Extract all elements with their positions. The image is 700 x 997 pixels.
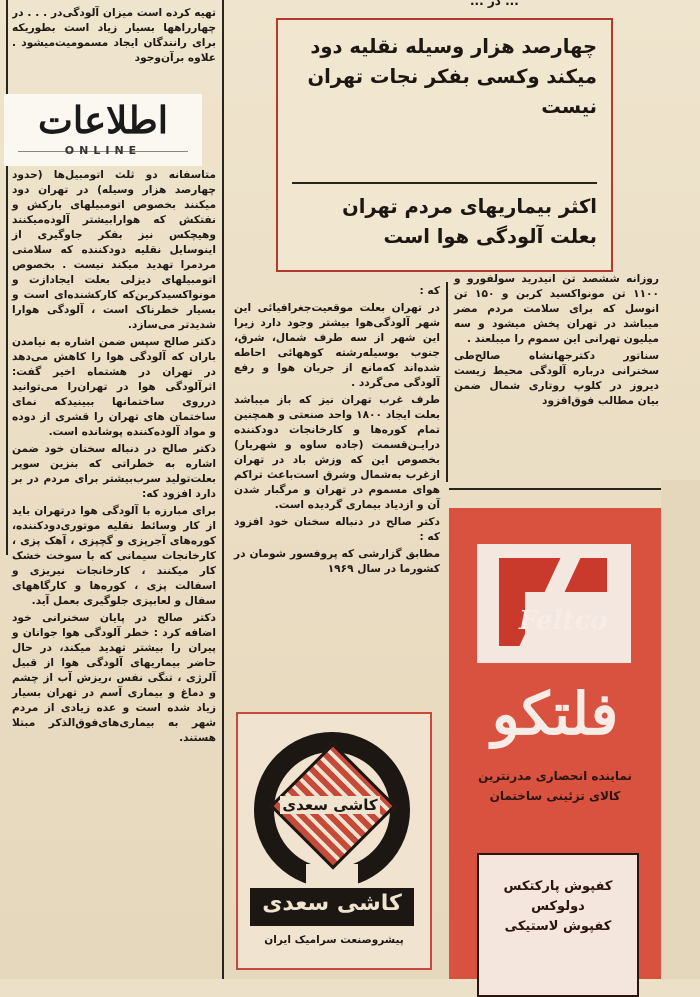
paragraph: که : <box>419 285 440 297</box>
ettelaat-online-logo <box>4 94 202 166</box>
column-rule-horizontal <box>449 488 661 490</box>
feltco-tagline-line: نماینده انحصاری مدرنترین <box>478 769 632 783</box>
article-column-middle <box>234 284 440 579</box>
feltco-logo-latin: Feltco <box>519 606 608 636</box>
feltco-name: فلتکو <box>491 680 619 748</box>
saadi-tile-ad <box>236 712 432 970</box>
saadi-brand-name: کاشی سعدی <box>262 891 402 916</box>
paragraph: دکتر صالح سپس ضمن اشاره به‌ نیامدن باران که آلودگی هوا را کاهش می‌دهد در تهران در هشتماه اخیر گفت: اثرآلودگی هوا در تهران‌را می‌توانید درروی ساختمانها ببینید‌که نمای ساختمان های تهران را قشری از دوده و مواد آلوده‌کننده پوشانده است. <box>12 336 216 438</box>
feltco-product-line: دولوکس <box>531 899 585 914</box>
feltco-product-box <box>477 853 639 997</box>
column-rule <box>222 0 224 979</box>
left-edge-rule <box>6 0 8 555</box>
feltco-product-line: کفپوش لاستیکی <box>504 919 612 934</box>
feltco-product-line: کفپوش پارکتکس <box>503 879 613 894</box>
paragraph: دکتر صالح در دنباله سخنان خود ضمن اشاره به خطراتی که بنزین سوپر بعلت‌تولید سرب‌بیشتر برای مردم در بر دارد افزود که: <box>12 443 216 500</box>
paragraph: طرف غرب تهران نیز که باز میباشد بعلت ایجاد ۱۸۰۰ واحد صنعتی و همچنین تمام کوره‌ها و کارخانجات دودکننده درایـن‌قسمت (جاده ساوه و شهریار) بخصوص این که وزش باد در تهران ازغرب به‌شمال وشرق است‌باعث تراکم هوای مسموم در تهران و مرگبار شدن آن و ازدیاد بیماری گردیده است. <box>234 394 441 511</box>
headline-divider <box>292 182 597 184</box>
paragraph: دکتر صالح در دنباله سخنان خود افزود که : <box>234 516 440 543</box>
feltco-tagline <box>457 766 653 806</box>
feltco-tagline-line: کالای تزئینی ساختمان <box>489 789 621 803</box>
paragraph: تهیه کرده است میزان آلودگی‌در . . . در چهارراهها بسیار زیاد است بطوریکه برای رانندگان ایجاد مسمومیت‌میشود . علاوه برآن‌وجود <box>12 7 216 64</box>
column-rule <box>446 282 448 482</box>
saadi-diamond-text: کاشی سعدی <box>280 796 380 814</box>
paragraph: برای مبارزه با آلودگی هوا درتهران باید از کار وسائط نقلیه موتوری‌دودکننده، کوره‌های آجرپزی و گچپزی ، آهک پزی ، کارخانجات سیمانی که با سوخت خشک کار میکنند ، کارخانجات نیریزی و اسفالت پزی ، کوره‌ها و کارگاههای سفال و لعابپزی جلوگیری بعمل آید. <box>12 505 216 607</box>
headline-primary: چهارصد هزار وسیله نقلیه دود میکند وکسی بفکر نجات تهران نیست <box>307 35 597 118</box>
headline-box <box>276 18 613 272</box>
saadi-brand-band <box>250 888 414 926</box>
article-column-right <box>454 272 659 411</box>
logo-title: اطلاعات <box>38 98 168 142</box>
paragraph: دکتر صالح در پایان سخنرانی خود اضافه کرد : خطر آلودگی هوا جوانان و پیران را بیشتر تهدید میکند، در حال حاضر بیماریهای آلودگی هوا از قبیل آلرژی ، تنگی نفس ،ریزش آب از چشم و دماغ و بیماری آسم در تهران بسیار زیاد شده است و عده زیادی از مردم شهر به بیماری‌های‌فوق‌الذکر مبتلا هستند. <box>12 612 216 744</box>
headline-secondary: اکثر بیماریهای مردم تهران بعلت آلودگی هوا است <box>342 195 597 248</box>
paragraph: در تهران بعلت موقعیت‌جغرافیائی این شهر آلودگی‌هوا بیشتر وجود دارد زیرا این شهر از سه طرف شمال، شرق، جنوب بوسیله‌رشته کوههائی احاطه شده‌اند که‌مانع از جریان هوا و رفع آلودگی می‌گردد . <box>234 302 440 389</box>
paragraph: مطابق گزارشی که پروفسور شومان در کشورما در سال ۱۹۶۹ <box>234 548 440 575</box>
paragraph: روزانه ششصد تن انیدرید سولفورو و ۱۱۰۰ تن مونواکسید کربن و ۱۵۰ تن انوسل که برای سلامت مردم مضر میباشد در تهران پخش میشود و سه میلیون تهرانی این سموم را میبلعند . <box>454 273 659 345</box>
feltco-logo-mark <box>477 544 631 663</box>
feltco-product-list <box>483 877 633 937</box>
saadi-slogan: پیشروصنعت سرامیک ایران <box>264 934 404 946</box>
top-fragment-text: ... در ... <box>470 0 519 8</box>
feltco-ad <box>449 508 661 979</box>
logo-subtitle: ONLINE <box>64 144 142 157</box>
paragraph: سناتور دکترجهانشاه صالح‌طی سخنرانی درباره آلودگی محیط زیست دیروز در کلوپ روتاری شمال ضمن بیان مطالب فوق‌افزود <box>454 350 659 407</box>
page-margin <box>661 480 700 979</box>
paragraph: متاسفانه دو ثلث اتومبیل‌ها (حدود چهارصد هزار وسیله) در تهران دود میکنند بخصوص اتومبیلهای بارکش و نفتکش که هوارابیشتر آلوده‌میکنند وهیچکس نیز بفکر جاوگیری از اینوسایل نقلیه دودکننده که سلامتی مردمرا تهدید میکند نیست . بخصوص اتومبیلهای دیزلی بعلت ایجادازت و مونواکسیدکربن‌که کارکشنده‌ای است و بسیار خطرناک است ، آلودگی هوارا شدیدتر می‌سازد. <box>12 169 216 331</box>
